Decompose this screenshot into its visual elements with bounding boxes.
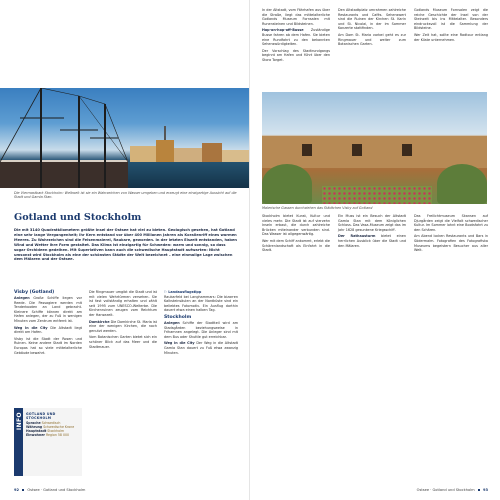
paragraph (262, 28, 330, 46)
info-value: Schwedische Krone (43, 424, 75, 429)
paragraph-text: Die Domkirche St. Maria ist eine der wenigen Kirchen, die noch genutzt werden. (89, 319, 157, 333)
paragraph (338, 234, 406, 248)
info-value: Schwedisch (41, 420, 61, 425)
info-key: Hauptstadt (26, 429, 47, 434)
info-value: Region 58 000 (45, 433, 70, 438)
tree (262, 164, 312, 204)
text-column (414, 214, 488, 255)
page-number: 93 (482, 488, 488, 492)
info-value: Stockholm (47, 429, 65, 434)
paragraph-text: Die Altstadt liegt direkt am Hafen. (14, 325, 82, 335)
paragraph: Stockholm bietet Kunst, Kultur und vieles mehr. Die Stadt ist auf vierzehn Inseln erbaut, die durch zahlreiche Brücken miteinander verbunden sind. Das Wasser ist allgegenwärtig. (262, 214, 330, 237)
info-tab-label: INFO (15, 412, 23, 431)
text-column (262, 214, 330, 255)
page-number: 92 (14, 488, 20, 492)
paragraph-text: Große Schiffe liegen vor Reede. Die Passagiere werden mit Tenderbooten an Land gebracht. Kleinere Schiffe können direkt am Hafen anlegen, der zu Fuß in wenigen Minuten vom Zentrum entfernt ist. (14, 296, 82, 323)
paragraph: Die Ringmauer umgibt die Stadt und ist mit vielen Wehrtürmen versehen. Sie ist fast vollständig erhalten und zählt seit 1995 zum UNESCO-Welterbe. Die Kirchenruinen zeugen vom Reichtum der Hansezeit. (89, 290, 157, 317)
paragraph: Ein Muss ist ein Besuch der Altstadt Gamla Stan mit dem Königlichen Schloss. Das Vasa-Museum zeigt das im Jahr 1628 gesunkene Kriegsschiff. (338, 214, 406, 232)
paragraph-text: Schiffe der Stadtteil wird am Stadsgården beziehungsweise in Frihamnen angelegt. Die Anleger sind mit dem Bus oder Shuttle gut erreichbar. (164, 320, 238, 339)
text-column (414, 8, 488, 44)
tree (437, 164, 487, 204)
run-in-label: Anlegen (164, 320, 180, 325)
paragraph (89, 320, 157, 334)
paragraph: Der Vorschlag des Stadtrundgangs beginnt am Hafen und führt über den Stora Torget. (262, 48, 330, 62)
page-footer-right (417, 488, 488, 492)
info-key: Einwohner (26, 433, 45, 438)
paragraph (14, 296, 82, 324)
info-box (14, 408, 82, 476)
house-wall (262, 136, 487, 168)
separator-dot (22, 489, 24, 491)
text-column (338, 8, 406, 49)
paragraph: In der Altstadt, vom Fährhafen aus über die Straße, liegt das mittelalterliche Gotlands Museum Fornsalen mit Runensteinen und Bildsteinen. (262, 8, 330, 26)
tip-icon: ⚐ (164, 290, 169, 294)
paragraph: Wer Zeit hat, sollte eine Radtour entlang der Küste unternehmen. (414, 32, 488, 42)
paragraph-text: bietet einen herrlichen Ausblick über die Stadt und den Mälaren. (338, 234, 406, 248)
column-heading: Stockholm (164, 314, 192, 320)
running-title: Ostsee · Gotland und Stockholm (416, 488, 475, 492)
paragraph: Visby ist die Stadt der Rosen und Ruinen. Keine andere Stadt im Norden Europas hat so viele mittelalterliche Gebäude bewahrt. (14, 336, 82, 355)
text-column (14, 290, 82, 357)
page-footer-left (14, 488, 85, 492)
info-row (26, 433, 80, 437)
paragraph: Den Altstadtplatz umrahmen zahlreiche Restaurants und Cafés. Sehenswert sind die Ruinen der Kirchen St. Karin und St. Nicolai, in der im Sommer Konzerte stattfinden. (338, 8, 406, 31)
run-in-label: Weg in die City (164, 341, 195, 346)
photo-caption: Die Viermastbark Stockholm: Weltweit ist sie ein Wahrzeichen von Wasser umgeben und erzeugt eine einzigartige Aussicht auf die Stadt und Gamla Stan. (14, 191, 237, 200)
info-key: Währung (26, 424, 43, 429)
separator-dot (478, 489, 480, 491)
paragraph: Vom Botanischen Garten bietet sich ein schöner Blick auf das Meer und die Stadtmauer. (89, 335, 157, 349)
text-column (262, 8, 330, 65)
text-column (89, 290, 157, 351)
paragraph: Am Dom St. Maria vorbei geht es zur Ringmauer und weiter zum Botanischen Garten. (338, 32, 406, 47)
info-key: Sprache (26, 420, 41, 425)
run-in-label: Anlegen (14, 296, 30, 300)
run-in-label: Hop-on-hop-off-Busse (262, 28, 304, 33)
section-title: Gotland und Stockholm (14, 212, 142, 223)
column-heading: Visby (Gotland) (14, 290, 55, 295)
photo-visby-alley (262, 92, 487, 204)
info-title: GOTLAND UND STOCKHOLM (26, 412, 56, 421)
info-tab (14, 408, 23, 476)
photo-caption: Malerische Gassen durchziehen das Städtchen Visby auf Gotland (262, 206, 373, 210)
flower-bed (322, 186, 432, 204)
paragraph (164, 341, 238, 355)
tip-heading (164, 290, 201, 294)
paragraph: Das Freilichtmuseum Skansen auf Djurgården zeigt die Vielfalt schwedischer Kultur. Im Sommer lohnt eine Bootsfahrt zu den Schären. (414, 214, 488, 232)
run-in-label: Weg in die City (14, 325, 48, 330)
hero-photo-stockholm (0, 88, 250, 188)
running-title: Ostsee · Gotland und Stockholm (27, 488, 86, 492)
ship-rigging (0, 88, 250, 188)
paragraph-text: Der Weg in die Altstadt Gamla Stan dauert zu Fuß etwa zwanzig Minuten. (164, 341, 239, 355)
info-content (26, 412, 80, 438)
run-in-label: Der Rathausturm (338, 234, 376, 239)
run-in-label: Domkirche (89, 319, 110, 324)
window (352, 144, 362, 156)
window (302, 144, 312, 156)
paragraph-text: Zuständige Busse fahren ab dem Hafen. Sie bieten eine Rundfahrt zu den bekannten Sehenswürdigkeiten. (262, 28, 330, 47)
tip-label: Landausflugstipp (168, 290, 202, 294)
paragraph: Am Abend locken Restaurants und Bars in Södermalm. Fotografien des Fotografiska Museums begeistern Besucher aus aller Welt. (414, 234, 488, 253)
paragraph: Wer mit dem Schiff ankommt, erlebt die Schärenlandschaft als Einfahrt in die Stadt. (262, 238, 330, 253)
window (402, 144, 412, 156)
paragraph (14, 326, 82, 335)
paragraph (164, 321, 238, 339)
paragraph: Raukarfeld bei Langhammars: Die bizarren Kalksteinsäulen an der Nordküste sind ein beliebtes Fotomotiv. Ein Ausflug dorthin dauert etwa einen halben Tag. (164, 294, 238, 313)
intro-text: Die mit 3140 Quadratkilometern größte Insel der Ostsee hat viel zu bieten. Geologisch gesehen, hat Gotland eine sehr lange Vergangenheit; ihr Kern entstand vor über 400 Millionen Jahren als Korallenriff eines warmen Meeres. Zu Wahrzeichen sind die Felsenmalerei, Raukare, geworden. In der letzten Eiszeit entstanden, haben Wind und Wetter ihre Form gestaltet. Das Klima ist einzigartig für Schweden: warm und sonnig, so dass sogar Orchideen gedeihen. Mit Superlativen kann auch die schwedische Hauptstadt aufwarten: Nicht umsonst wird Stockholm als eine der schönsten Städte der Welt bezeichnet – eine einmalige Lage zwischen dem Mälaren und der Ostsee. (14, 228, 237, 262)
paragraph: Gotlands Museum Fornsalen zeigt die reiche Geschichte der Insel von der Steinzeit bis ins Mittelalter. Besonders eindrucksvoll ist die Sammlung der Bildsteine. (414, 8, 488, 31)
text-column (164, 290, 238, 357)
text-column (338, 214, 406, 250)
